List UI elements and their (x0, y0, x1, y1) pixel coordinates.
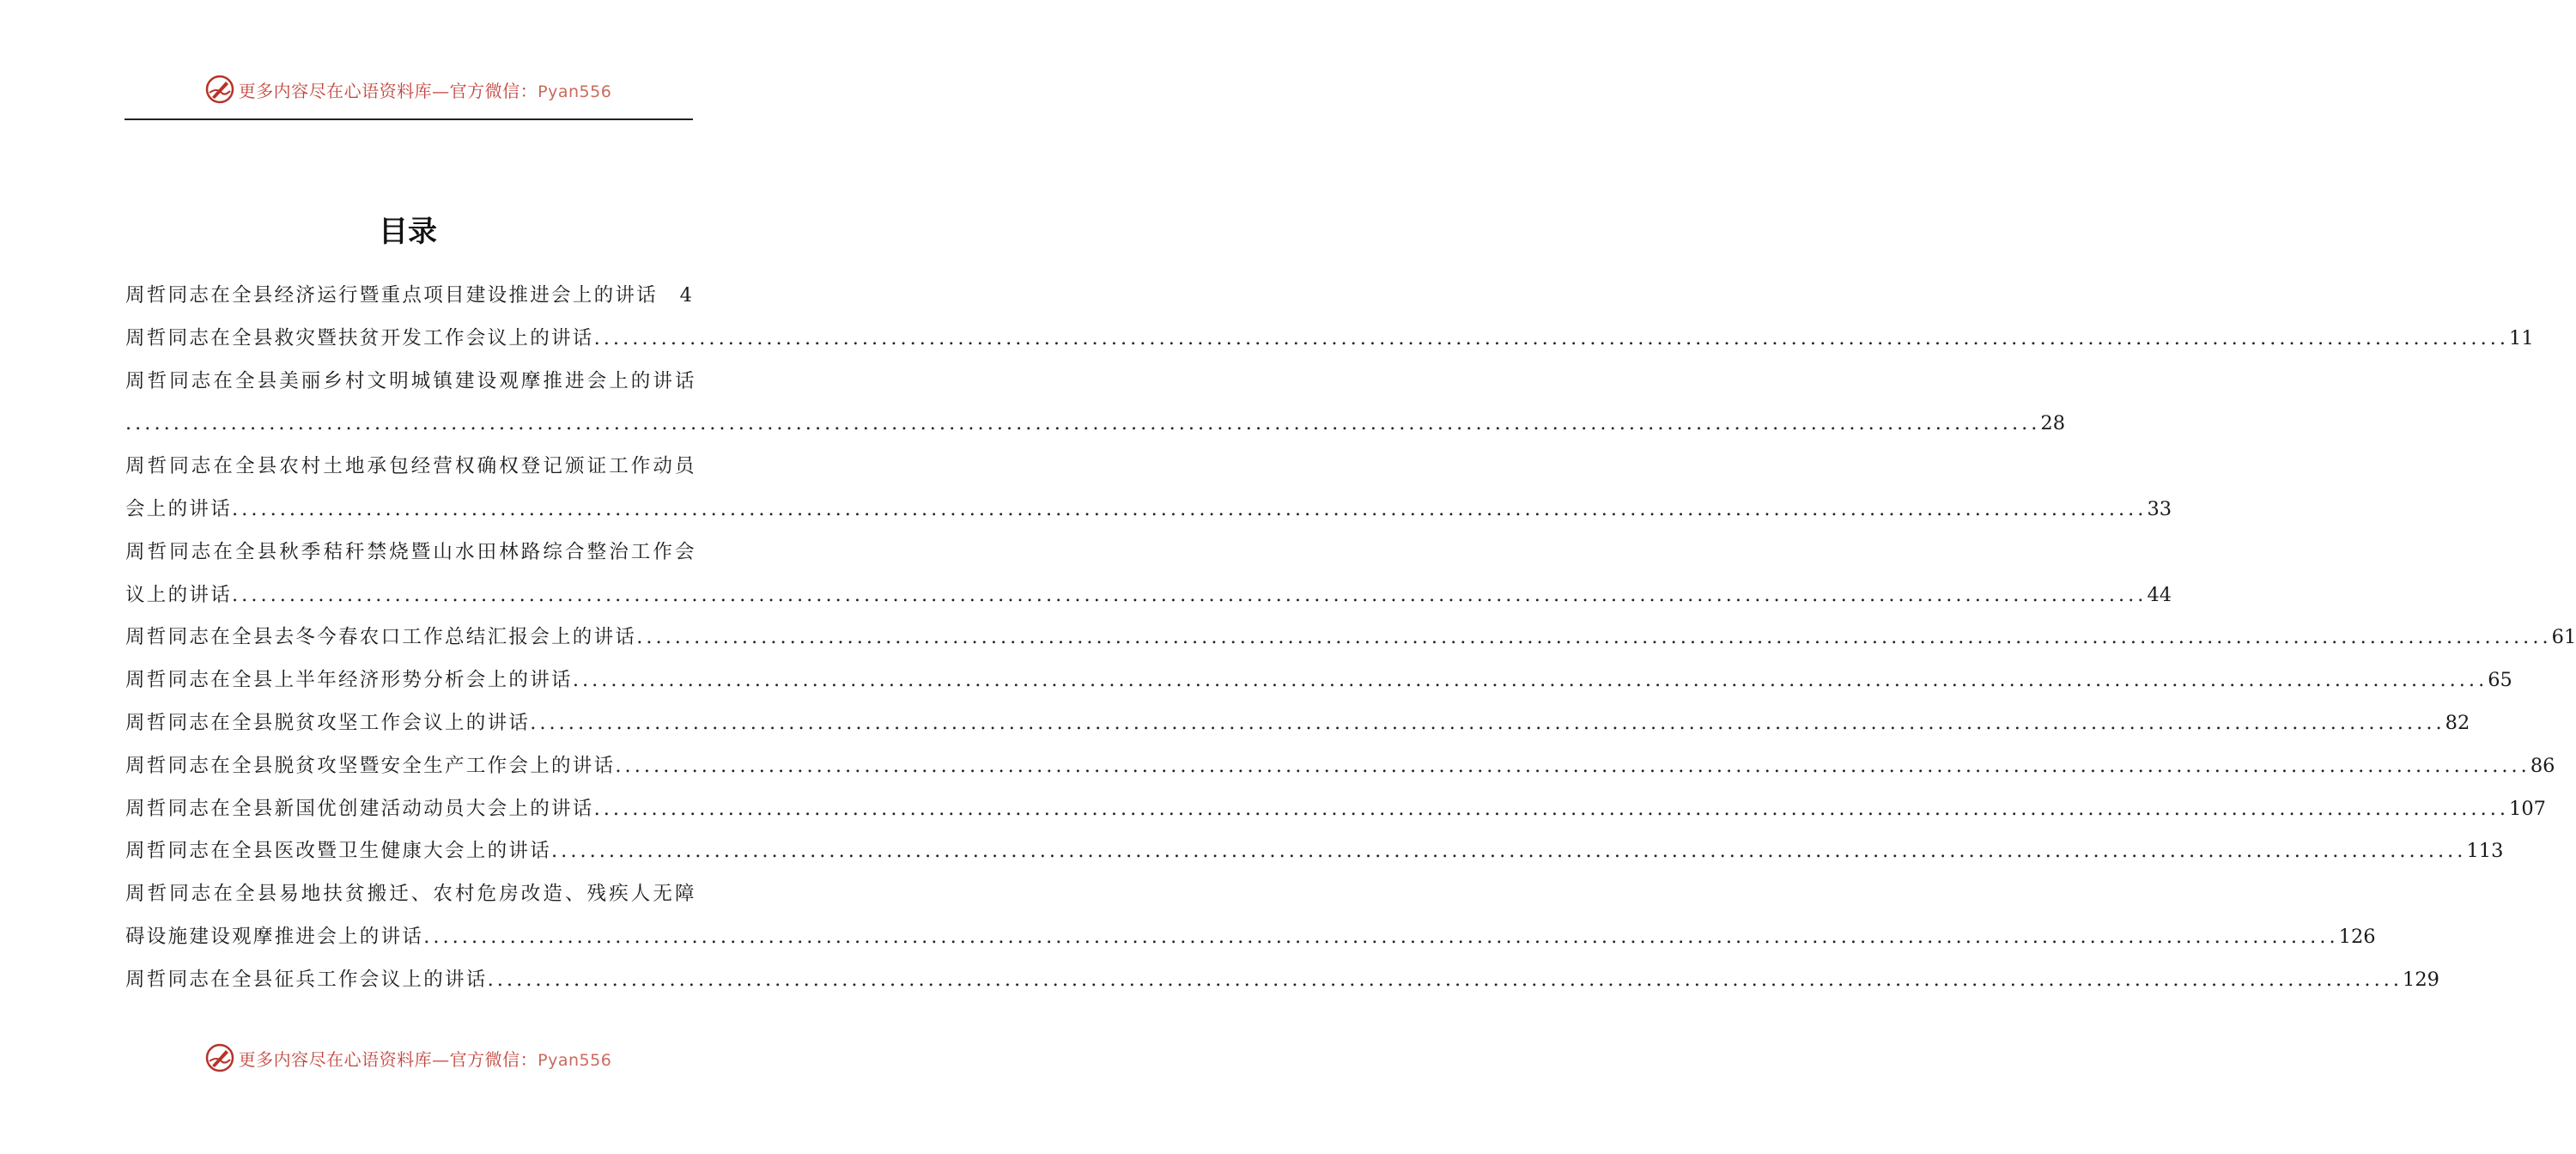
toc-entry[interactable] (125, 830, 2504, 873)
toc-leader-dots (658, 275, 680, 318)
toc-entry[interactable] (125, 489, 2172, 531)
toc-entry[interactable] (125, 403, 2066, 446)
toc-entry-title: 周哲同志在全县去冬今春农口工作总结汇报会上的讲话 (125, 626, 637, 649)
toc-entry[interactable] (125, 873, 697, 916)
toc-entry[interactable] (125, 361, 697, 404)
toc-leader-dots: ........................................................................................................................................................................................................ (593, 326, 2510, 349)
toc-entry-title: 周哲同志在全县农村土地承包经营权确权登记颁证工作动员 (125, 455, 697, 478)
toc-page-number: 61 (2551, 626, 2576, 649)
toc-entry-title: 周哲同志在全县美丽乡村文明城镇建设观摩推进会上的讲话 (125, 369, 697, 392)
toc-entry-title: 周哲同志在全县医改暨卫生健康大会上的讲话 (125, 840, 552, 863)
toc-page-number: 107 (2509, 797, 2546, 820)
toc-list (125, 275, 2576, 1002)
toc-leader-dots: ........................................................................................................................................................................................................ (232, 583, 2148, 606)
toc-leader-dots: ........................................................................................................................................................................................................ (423, 925, 2339, 948)
toc-entry-title: 碍设施建设观摩推进会上的讲话 (125, 925, 424, 948)
toc-leader-dots: ........................................................................................................................................................................................................ (232, 497, 2148, 520)
toc-entry[interactable] (125, 745, 2555, 788)
toc-page-number: 28 (2040, 412, 2066, 435)
toc-entry[interactable] (125, 531, 697, 574)
toc-entry[interactable] (125, 616, 2576, 659)
toc-leader-dots: ........................................................................................................................................................................................................ (615, 754, 2530, 777)
toc-page-number: 11 (2509, 326, 2534, 349)
header-banner (0, 72, 816, 106)
pen-logo-icon (204, 74, 235, 105)
toc-page-number: 44 (2147, 583, 2172, 606)
toc-entry[interactable] (125, 446, 697, 489)
toc-entry-title: 周哲同志在全县经济运行暨重点项目建设推进会上的讲话 (125, 284, 659, 307)
footer-banner (0, 1041, 816, 1075)
toc-entry-title: 周哲同志在全县脱贫攻坚工作会议上的讲话 (125, 711, 531, 734)
toc-leader-dots: ........................................................................................................................................................................................................ (551, 840, 2467, 863)
toc-leader-dots: ........................................................................................................................................................................................................ (125, 412, 2041, 435)
toc-entry[interactable] (125, 574, 2172, 617)
toc-entry[interactable] (125, 659, 2512, 702)
toc-entry-title: 周哲同志在全县易地扶贫搬迁、农村危房改造、残疾人无障 (125, 883, 697, 906)
toc-entry-title: 周哲同志在全县征兵工作会议上的讲话 (125, 968, 488, 991)
toc-leader-dots: ........................................................................................................................................................................................................ (593, 797, 2510, 820)
footer-banner-text: 更多内容尽在心语资料库—官方微信：Pyan556 (238, 1048, 612, 1070)
toc-entry-title: 周哲同志在全县新国优创建活动动员大会上的讲话 (125, 797, 594, 820)
header-banner-text: 更多内容尽在心语资料库—官方微信：Pyan556 (238, 80, 612, 101)
pen-logo-icon (204, 1042, 235, 1073)
toc-page-number: 82 (2445, 711, 2470, 734)
toc-entry[interactable] (125, 959, 2439, 1002)
toc-page-number: 4 (679, 284, 692, 307)
toc-entry-title: 周哲同志在全县脱贫攻坚暨安全生产工作会上的讲话 (125, 754, 616, 777)
toc-leader-dots: ........................................................................................................................................................................................................ (530, 711, 2445, 734)
toc-page-number: 86 (2530, 754, 2555, 777)
toc-entry-title: 会上的讲话 (125, 497, 233, 520)
toc-entry[interactable] (125, 318, 2534, 361)
toc-entry[interactable] (125, 916, 2376, 959)
toc-entry-title: 周哲同志在全县上半年经济形势分析会上的讲话 (125, 669, 573, 692)
header-divider (125, 118, 693, 120)
toc-entry[interactable] (125, 275, 692, 318)
toc-entry[interactable] (125, 702, 2470, 745)
toc-entry-title: 周哲同志在全县秋季秸秆禁烧暨山水田林路综合整治工作会 (125, 540, 697, 563)
toc-page-number: 113 (2466, 840, 2504, 863)
toc-leader-dots: ........................................................................................................................................................................................................ (487, 968, 2403, 991)
page-title: 目录 (379, 215, 437, 249)
toc-leader-dots: ........................................................................................................................................................................................................ (636, 626, 2552, 649)
toc-page-number: 129 (2403, 968, 2439, 991)
toc-page-number: 65 (2488, 669, 2512, 692)
toc-entry-title: 周哲同志在全县救灾暨扶贫开发工作会议上的讲话 (125, 326, 594, 349)
toc-page-number: 33 (2147, 497, 2172, 520)
toc-leader-dots: ........................................................................................................................................................................................................ (572, 669, 2488, 692)
toc-entry-title: 议上的讲话 (125, 583, 233, 606)
toc-page-number: 126 (2338, 925, 2376, 948)
toc-entry[interactable] (125, 788, 2546, 831)
